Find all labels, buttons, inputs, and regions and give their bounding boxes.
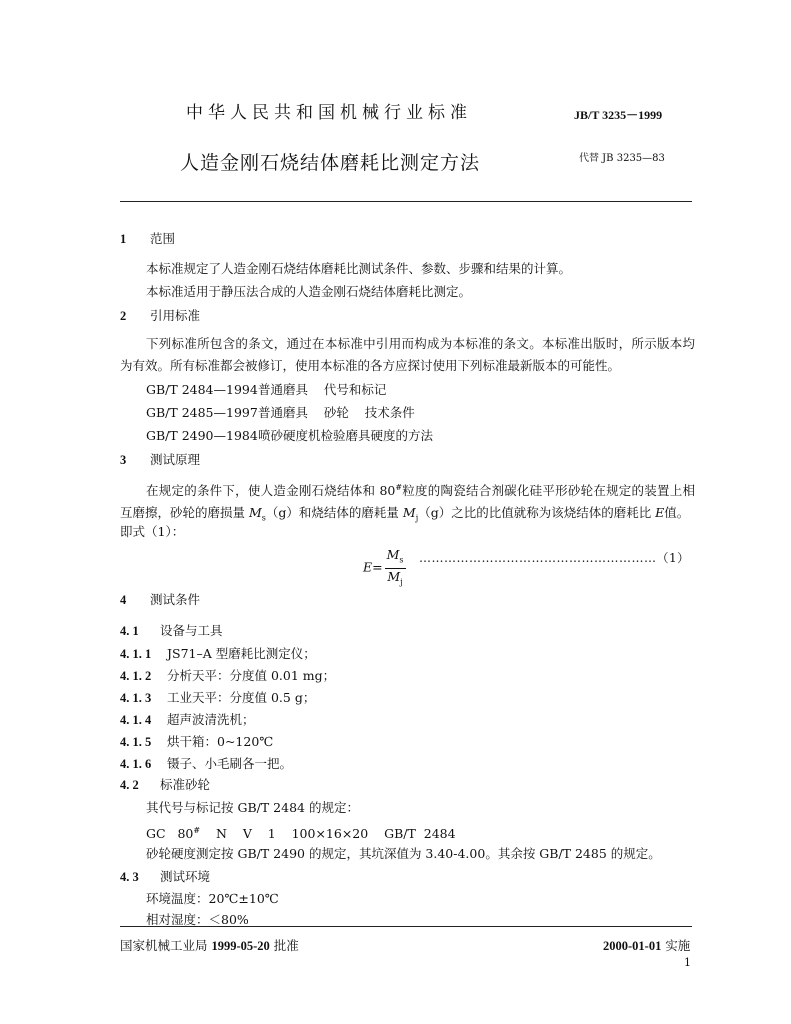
item-4-1-4: 4. 1. 4 超声波清洗机；	[120, 712, 255, 727]
section-title: 测试原理	[150, 452, 201, 467]
section-title: 引用标准	[150, 308, 201, 323]
subsection-4-2: 4. 2 标准砂轮	[120, 777, 211, 792]
section-number: 4	[120, 593, 127, 607]
section-number: 2	[120, 309, 127, 323]
section-3-heading	[120, 452, 200, 468]
section-3-paragraph: 在规定的条件下，使人造金刚石烧结体和 80#粒度的陶瓷结合剂碳化硅平形砂轮在规定的装置上相互磨擦，砂轮的磨损量 $M_s(g)$和烧结体的磨耗量 $M_j(g)$之比的比值就称为该烧结体的磨耗比 E值。	[120, 483, 695, 523]
section-1-paragraph-2: 本标准适用于静压法合成的人造金刚石烧结体磨耗比测定。	[146, 284, 472, 299]
section-number: 3	[120, 453, 127, 467]
reference-item	[146, 382, 386, 398]
section-1-paragraph-1: 本标准规定了人造金刚石烧结体磨耗比测试条件、参数、步骤和结果的计算。	[146, 261, 572, 276]
section-title: 测试条件	[150, 592, 201, 607]
document-title: 人造金刚石烧结体磨耗比测定方法	[180, 152, 481, 174]
reference-code: GB/T 2484—1994	[146, 382, 258, 397]
formula-number: …………………………………………………（1）	[419, 551, 690, 565]
section-title: 范围	[150, 231, 176, 246]
section-4-heading	[120, 592, 200, 608]
reference-name: 喷砂硬度机检验磨具硬度的方法	[258, 428, 434, 443]
item-4-1-2: 4. 1. 2 分析天平：分度值 0.01 mg；	[120, 668, 336, 683]
formula-lhs: E=	[363, 559, 383, 575]
reference-item	[146, 428, 433, 444]
page-number: 1	[684, 956, 691, 969]
footer-divider	[120, 926, 692, 927]
header-divider	[120, 201, 692, 202]
section-number: 1	[120, 232, 127, 246]
standard-code: JB/T 3235－1999	[574, 108, 663, 122]
subsection-4-3: 4. 3 测试环境	[120, 869, 211, 884]
subsection-4-1: 4. 1 设备与工具	[120, 623, 223, 638]
reference-code: GB/T 2485—1997	[146, 405, 258, 420]
standard-category: 中华人民共和国机械行业标准	[186, 103, 472, 123]
wheel-spec-intro: 其代号与标记按 GB/T 2484 的规定：	[146, 800, 359, 815]
formula-fraction: $\frac{M_s}{M_j}$	[386, 547, 404, 586]
item-4-1-6: 4. 1. 6 镊子、小毛刷各一把。	[120, 756, 293, 771]
reference-item	[146, 405, 415, 421]
wheel-hardness-note: 砂轮硬度测定按 GB/T 2490 的规定，其坑深值为 3.40-4.00。其余按 GB/T 2485 的规定。	[146, 846, 661, 861]
reference-code: GB/T 2490—1984	[146, 428, 258, 443]
wheel-spec-marking: GC 80# N V 1 100×16×20 GB/T 2484	[146, 826, 456, 842]
replaces-note: 代替 JB 3235—83	[579, 153, 665, 164]
reference-name: 普通磨具 砂轮 技术条件	[258, 405, 415, 420]
formula-intro: 即式（1）：	[120, 524, 185, 539]
item-4-1-5: 4. 1. 5 烘干箱：0~120℃	[120, 734, 274, 749]
item-4-1-3: 4. 1. 3 工业天平：分度值 0.5 g；	[120, 690, 316, 705]
relative-humidity: 相对湿度：＜80%	[146, 912, 249, 927]
ambient-temperature: 环境温度：20℃±10℃	[146, 891, 279, 906]
approval-line: 国家机械工业局 1999-05-20 批准	[120, 938, 299, 953]
reference-name: 普通磨具 代号和标记	[258, 382, 387, 397]
implementation-line: 2000-01-01 实施	[603, 938, 691, 953]
item-4-1-1: 4. 1. 1 JS71–A 型磨耗比测定仪；	[120, 646, 316, 661]
section-1-heading	[120, 231, 175, 247]
section-2-heading	[120, 308, 200, 324]
section-2-paragraph: 下列标准所包含的条文，通过在本标准中引用而构成为本标准的条文。本标准出版时，所示版本均为有效。所有标准都会被修订，使用本标准的各方应探讨使用下列标准最新版本的可能性。	[120, 336, 695, 373]
formula-1	[363, 547, 406, 589]
